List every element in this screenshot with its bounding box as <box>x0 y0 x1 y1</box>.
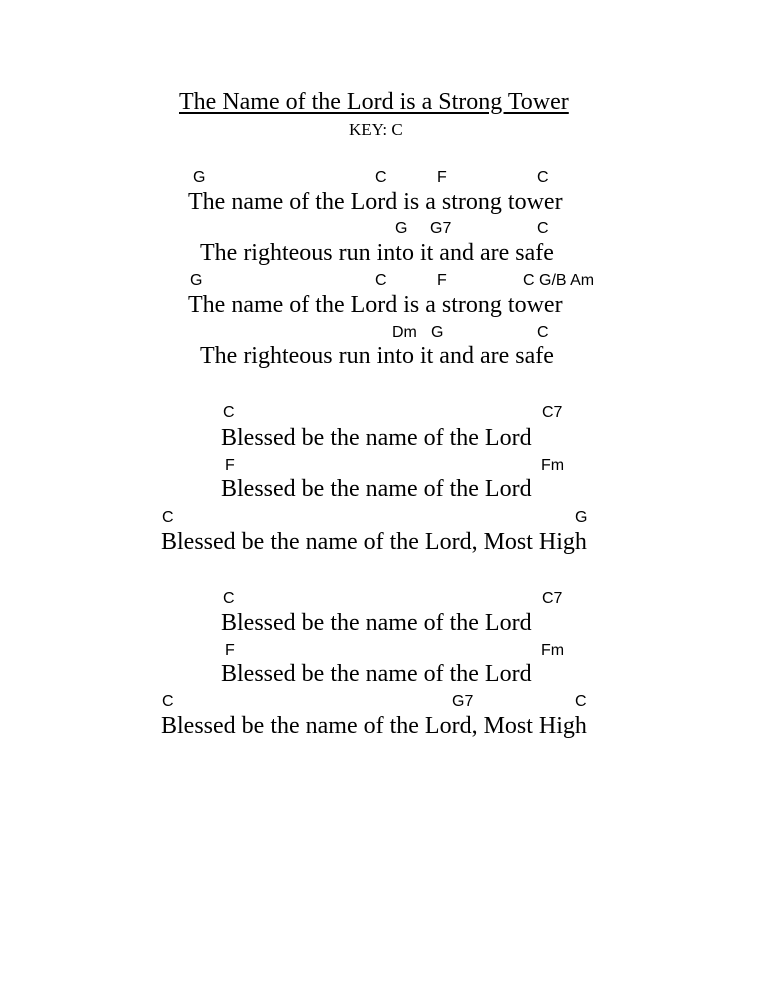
chord: G <box>431 324 444 341</box>
chord: F <box>437 169 447 186</box>
chord: C <box>537 324 549 341</box>
song-key: KEY: C <box>349 120 403 139</box>
chord: G <box>395 220 408 237</box>
chord: C <box>575 693 587 710</box>
chord: Fm <box>541 457 565 474</box>
chord: Fm <box>541 642 565 659</box>
chord: C <box>537 169 549 186</box>
chord: G7 <box>452 693 474 710</box>
chord: C <box>162 509 174 526</box>
lyric-line: Blessed be the name of the Lord <box>221 476 532 502</box>
chord: C <box>162 693 174 710</box>
chord: F <box>225 457 235 474</box>
chord: C7 <box>542 590 563 607</box>
chord: C <box>537 220 549 237</box>
lyric-line: The name of the Lord is a strong tower <box>188 292 563 318</box>
chord: C7 <box>542 404 563 421</box>
lyric-line: Blessed be the name of the Lord <box>221 610 532 636</box>
lyric-line: The righteous run into it and are safe <box>200 240 554 266</box>
chord: C <box>375 272 387 289</box>
chord: C G/B Am <box>523 272 595 289</box>
lyric-line: The name of the Lord is a strong tower <box>188 189 563 215</box>
chord: C <box>223 590 235 607</box>
chord: Dm <box>392 324 417 341</box>
lyric-line: Blessed be the name of the Lord, Most High <box>161 529 587 555</box>
chord: G <box>575 509 588 526</box>
song-title: The Name of the Lord is a Strong Tower <box>179 89 569 115</box>
chord: C <box>375 169 387 186</box>
chord: G <box>190 272 203 289</box>
lyric-line: The righteous run into it and are safe <box>200 343 554 369</box>
chord: G7 <box>430 220 452 237</box>
chord: F <box>437 272 447 289</box>
chord: G <box>193 169 206 186</box>
lyric-line: Blessed be the name of the Lord <box>221 425 532 451</box>
lyric-line: Blessed be the name of the Lord <box>221 661 532 687</box>
lyric-line: Blessed be the name of the Lord, Most High <box>161 713 587 739</box>
chord: C <box>223 404 235 421</box>
chord: F <box>225 642 235 659</box>
